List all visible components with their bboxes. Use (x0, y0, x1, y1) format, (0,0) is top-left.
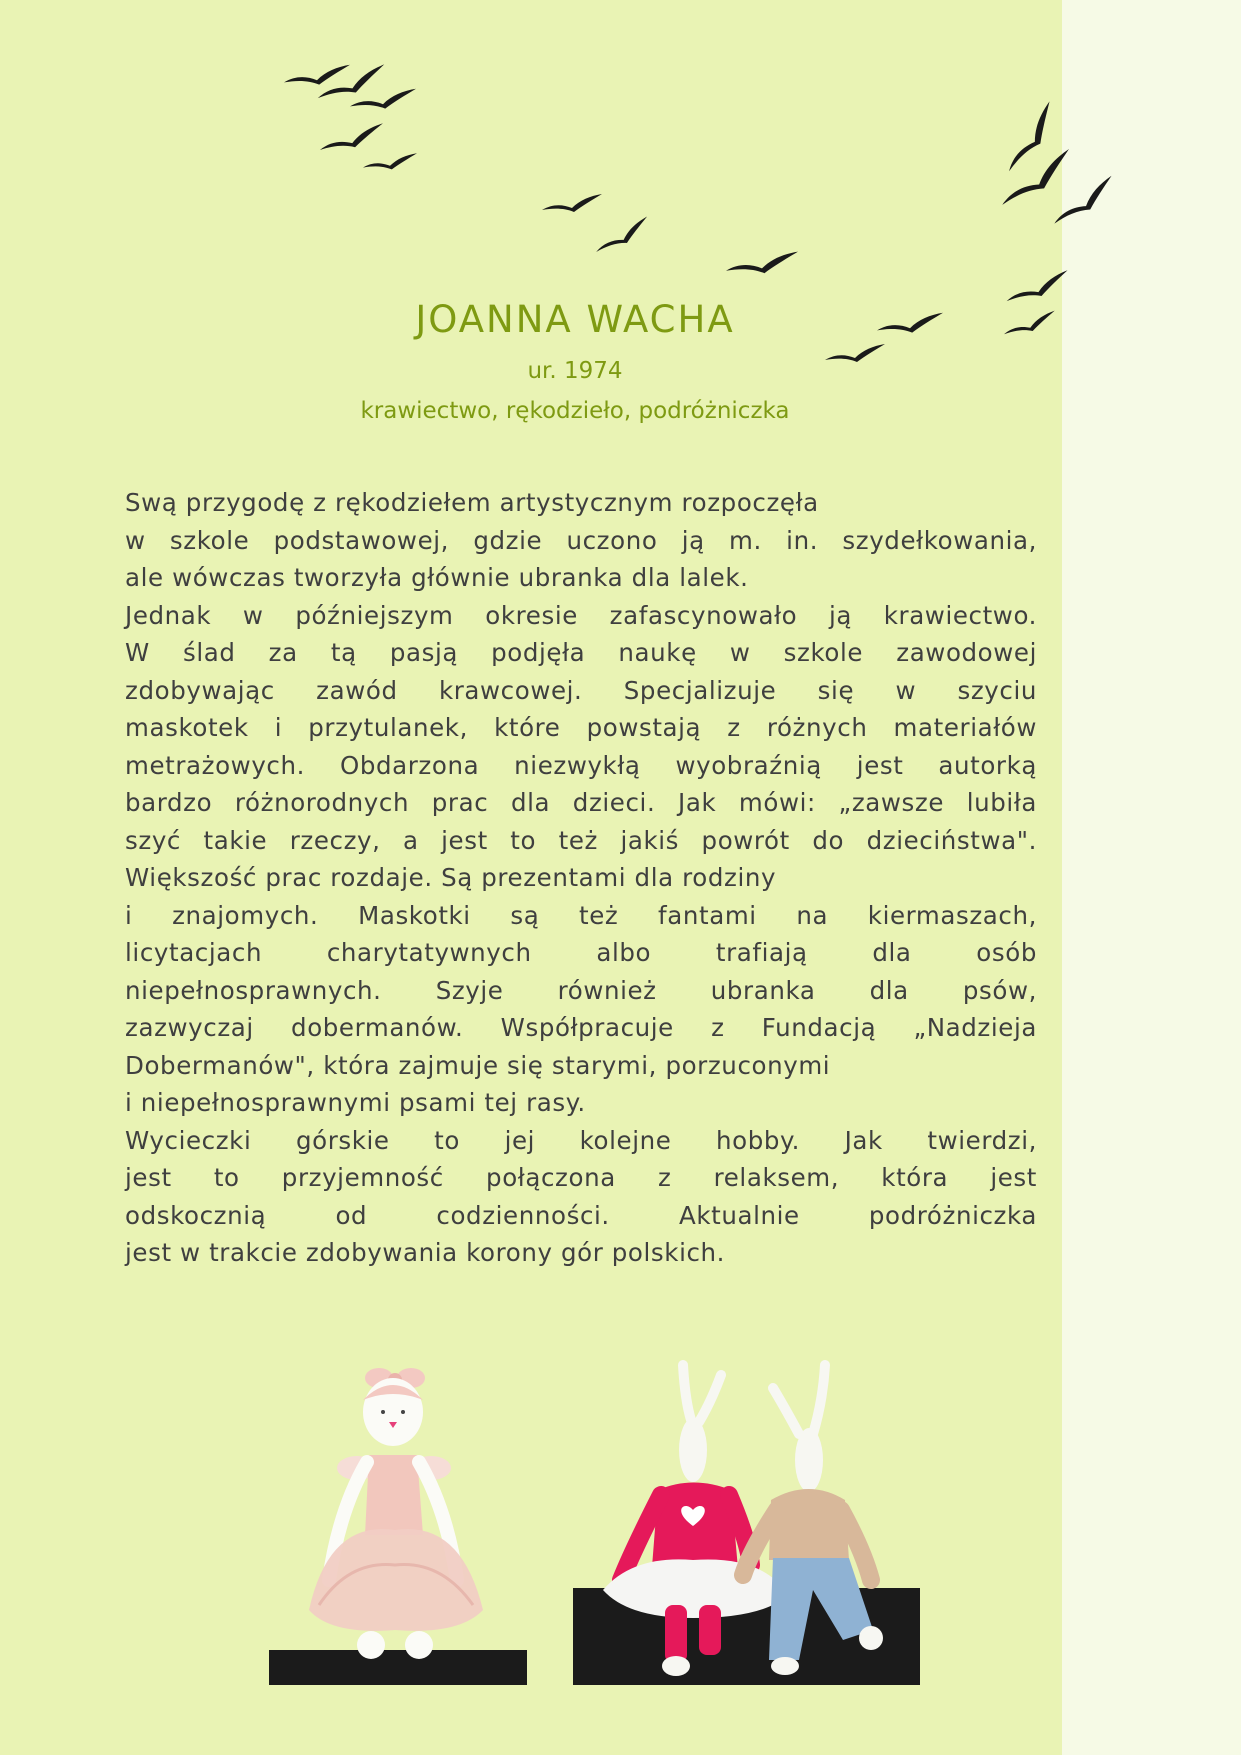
right-margin-strip (1062, 0, 1241, 1755)
photo-bunny-dolls-pair (573, 1360, 920, 1685)
bio-line: i znajomych. Maskotki są też fantami na kiermaszach, (125, 900, 1037, 930)
bio-line: w szkole podstawowej, gdzie uczono ją m. in. szydełkowania, (125, 525, 1037, 555)
bio-line: zazwyczaj dobermanów. Współpracuje z Fundacją „Nadzieja (125, 1013, 1037, 1042)
bio-line: Większość prac rozdaje. Są prezentami dla rodziny (125, 863, 777, 892)
bio-line: W ślad za tą pasją podjęła naukę w szkole zawodowej (125, 638, 1037, 667)
bio-line: metrażowych. Obdarzona niezwykłą wyobraźnią jest autorką (125, 750, 1037, 780)
bio-line: jest w trakcie zdobywania korony gór polskich. (125, 1238, 726, 1267)
author-name: JOANNA WACHA (415, 298, 735, 341)
bunny-doll-pink-icon (269, 1360, 527, 1685)
bio-line: jest to przyjemność połączona z relaksem, która jest (125, 1163, 1037, 1192)
bio-line: Jednak w późniejszym okresie zafascynowało ją krawiectwo. (125, 600, 1037, 630)
author-roles: krawiectwo, rękodzieło, podróżniczka (360, 398, 790, 424)
bio-line: i niepełnosprawnymi psami tej rasy. (125, 1088, 586, 1117)
bio-line: szyć takie rzeczy, a jest to też jakiś powrót do dzieciństwa". (125, 825, 1037, 855)
bio-line: Wycieczki górskie to jej kolejne hobby. Jak twierdzi, (125, 1125, 1037, 1155)
photo-pink-bunny-doll (269, 1360, 527, 1685)
bio-line: maskotek i przytulanek, które powstają z różnych materiałów (125, 713, 1037, 742)
bio-line: niepełnosprawnych. Szyje również ubranka dla psów, (125, 975, 1037, 1005)
bio-line: licytacjach charytatywnych albo trafiają dla osób (125, 938, 1037, 967)
biography (125, 484, 1037, 1272)
bio-line: Dobermanów", która zajmuje się starymi, porzuconymi (125, 1050, 831, 1080)
bio-line: bardzo różnorodnych prac dla dzieci. Jak mówi: „zawsze lubiła (125, 788, 1037, 817)
bio-line: ale wówczas tworzyła głównie ubranka dla lalek. (125, 563, 749, 592)
bunny-dolls-pair-icon (573, 1360, 920, 1685)
bio-line: Swą przygodę z rękodziełem artystycznym rozpoczęła (125, 488, 819, 517)
bio-line: odskocznią od codzienności. Aktualnie podróżniczka (125, 1200, 1037, 1230)
bio-line: zdobywając zawód krawcowej. Specjalizuje się w szyciu (125, 675, 1037, 705)
birth-year: ur. 1974 (527, 358, 623, 384)
